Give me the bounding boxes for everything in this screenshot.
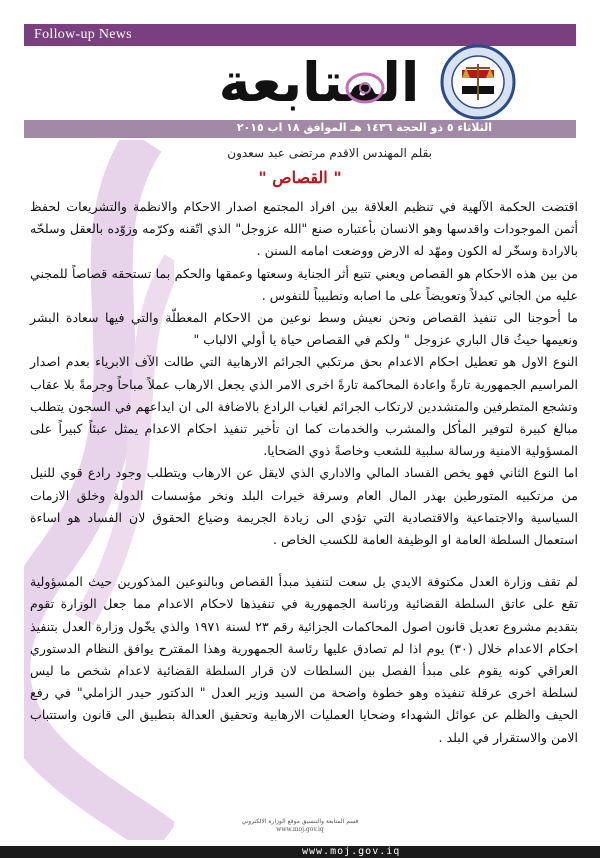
publication-logo: المتابعة (218, 51, 420, 114)
paragraph: من بين هذه الاحكام هو القصاص ويعني تتبع أثر الجناية وسعتها وعمقها والحكم بما تستحقه قصاصاً للمجني عليه من الجاني كبدلاً وتعويضاً على ما اصابه وتطبيباً للنفوس . (30, 265, 578, 303)
paragraph: لم تقف وزارة العدل مكتوفة الايدي بل سعت لتنفيذ مبدأ القصاص وبالنوعين المذكورين حيث المسؤولية تقع على عاتق السلطة القضائية ورئاسة الجمهورية في تنفيذها لاحكام الاعدام مما جعل الوزارة تقوم بتقديم مشروع تعديل قانون اصول المحاكمات الجزائية رقم ٢٣ لسنة ١٩٧١ والذي يخّول وزارة العدل بتنفيذ احكام الاعدام خلال (٣٠) يوم اذا لم تصادق عليها رئاسة الجمهورية وهذا المقترح يوافق النظام الدستوري العراقي كونه يقوم على مبدأ الفصل بين السلطات لان قرار السلطة القضائية لاعدام شخص ما ليس لسلطة اخرى عرقلة تنفيذه وهو خطوة واضحة من السيد وزير العدل " الدكتور حيدر الزاملي" في رفع الحيف والظلم عن عوائل الشهداء وضحايا العمليات الارهابية وتحقيق العدالة بتطبيق الى قانون واستتباب الامن والاستقرار في البلد . (30, 574, 579, 745)
paragraph: النوع الاول هو تعطيل احكام الاعدام بحق مرتكبي الجرائم الارهابية التي طالت الآف الابرياء بعدم اصدار المراسيم الجمهورية تارةً واعادة المحاكمة تارةً اخرى الامر الذي يجعل الارهاب عملاً مباحاً وجرمةً بلا عقاب وتشجع المتطرفين والمتشددين لارتكاب الجرائم لغياب الرادع بالاضافة الى ان ايداعهم في السجون يتطلب مبالغ كبيرة لتوفير المأكل والمشرب والخدمات كما ان تأخير تنفيذ احكام الاعدام يمثل عبئاً كبيراً على المسؤولية الامنية ورسالة سلبية للشعب وخاصةً ذوي الضحايا. (30, 354, 578, 459)
site-url[interactable]: www.moj.gov.iq (302, 846, 401, 857)
footer-website: www.moj.gov.iq (276, 826, 324, 833)
paragraph-gap (30, 551, 578, 571)
ministry-seal-icon (440, 44, 516, 120)
article-author: بقلم المهندس الاقدم مرتضى عبد سعدون (227, 146, 432, 160)
section-header-bar (24, 24, 576, 46)
masthead (24, 46, 576, 120)
section-label: Follow-up News (34, 27, 132, 42)
footer-credit (0, 818, 600, 834)
paragraph: اقتضت الحكمة الآلهية في تنظيم العلاقة بين افراد المجتمع اصدار الاحكام والانظمة والتشريعات لحفظ أثمن الموجودات واقدسها وهو الانسان بأعتباره صنع "الله عزوجل" الذي اتّقنه وكرّمه وزوّده بالعقل وسلحّه بالارادة وسخّر له الكون ومهّد له الارض ووضعت امامه السنن . (30, 199, 578, 259)
paragraph: ما أحوجنا الى تنفيذ القصاص ونحن نعيش وسط نوعين من الاحكام المعطلّة والتي فيها سعادة البشر ونعيمها حيثُ قال الباري عزوجل " ولكم في القصاص حياة يا أولي الالباب " (30, 310, 578, 348)
paragraph: اما النوع الثاني فهو يخص الفساد المالي والاداري الذي لايقل عن الارهاب ويتطلب وجود رادع قوي للنيل من مرتكبيه المتورطين بهدر المال العام وسرقة خيرات البلد ونخر مؤسسات الدولة وخلق الازمات السياسية والاجتماعية والاقتصادية التي تؤدي الى زيادة الجريمة وضياع الحقوق لان الفساد هو اساءة استعمال السلطة العامة او الوظيفة العامة للكسب الخاص . (30, 465, 578, 548)
issue-date: الثلاثاء ٥ ذو الحجة ١٤٣٦ هـ الموافق ١٨ اب ٢٠١٥ (236, 121, 492, 134)
date-bar (24, 120, 576, 138)
article-title: " القصاص " (258, 168, 342, 187)
article-body (30, 196, 578, 749)
logo-ornament-icon (342, 70, 388, 106)
bottom-url-strip (0, 846, 600, 858)
footer-credit-text: قسم المتابعة والتنسيق موقع الوزارة الالكتروني (241, 818, 359, 825)
